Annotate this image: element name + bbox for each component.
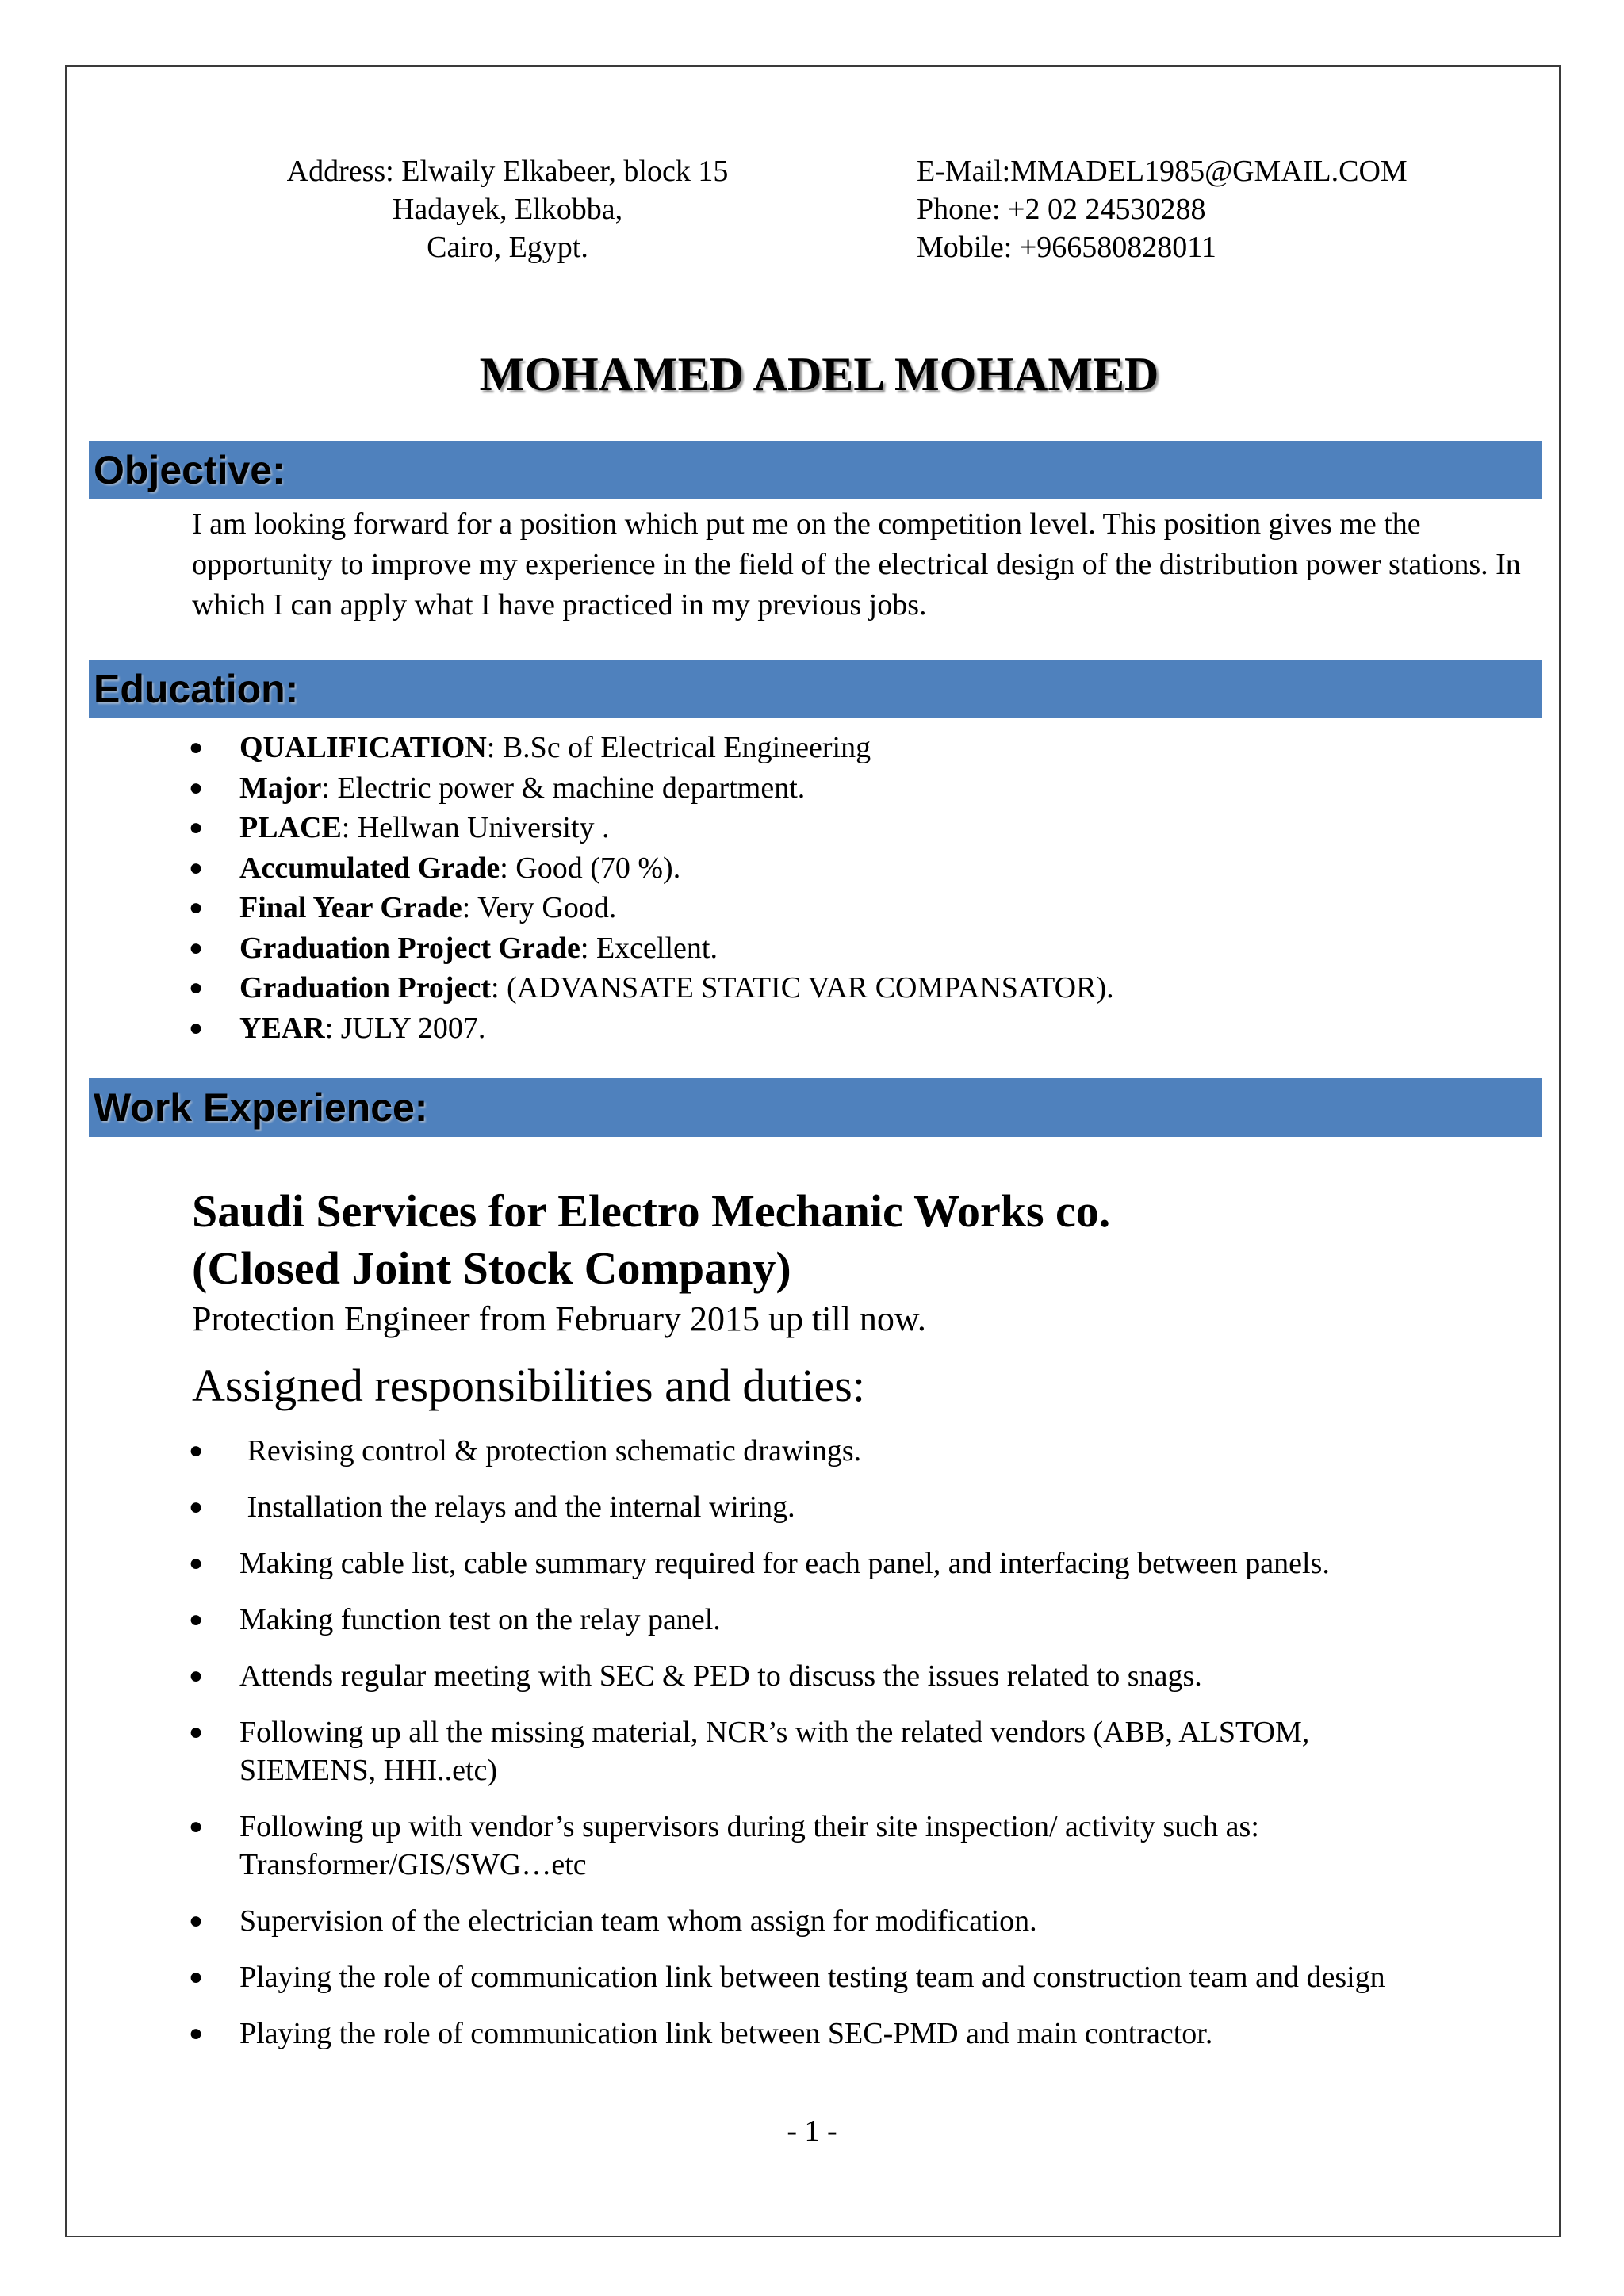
duty-item bbox=[189, 1713, 1537, 1789]
duty-item bbox=[189, 1488, 1537, 1526]
bullet-icon: ● bbox=[189, 1014, 204, 1041]
education-value: : (ADVANSATE STATIC VAR COMPANSATOR). bbox=[490, 971, 1114, 1004]
bullet-icon: ● bbox=[189, 1813, 204, 1839]
objective-heading: Objective: bbox=[94, 448, 285, 492]
bullet-icon: ● bbox=[189, 934, 204, 961]
bullet-icon: ● bbox=[189, 1494, 204, 1520]
education-item bbox=[189, 728, 1537, 768]
duty-line: Installation the relays and the internal wiring. bbox=[239, 1490, 795, 1524]
bullet-icon: ● bbox=[189, 1908, 204, 1934]
company-type-line: (Closed Joint Stock Company) bbox=[192, 1242, 791, 1294]
duty-item bbox=[189, 2015, 1537, 2053]
address-line: Address: Elwaily Elkabeer, block 15 bbox=[286, 155, 729, 188]
duty-line: Transformer/GIS/SWG…etc bbox=[239, 1848, 587, 1881]
address-block bbox=[182, 152, 833, 266]
company-name-line: Saudi Services for Electro Mechanic Works co. bbox=[192, 1185, 1111, 1237]
duty-item bbox=[189, 1544, 1537, 1582]
education-label: Graduation Project Grade bbox=[239, 931, 580, 965]
bullet-icon: ● bbox=[189, 1550, 204, 1576]
education-label: Final Year Grade bbox=[239, 891, 462, 924]
duty-line: Following up all the missing material, NCR’s with the related vendors (ABB, ALSTOM, bbox=[239, 1716, 1310, 1749]
duty-line: Playing the role of communication link between SEC-PMD and main contractor. bbox=[239, 2017, 1213, 2050]
duty-text bbox=[239, 1958, 1537, 1996]
bullet-icon: ● bbox=[189, 734, 204, 760]
company-name bbox=[192, 1183, 1540, 1297]
education-value: : Electric power & machine department. bbox=[321, 771, 806, 805]
education-item bbox=[189, 848, 1537, 889]
duty-text bbox=[239, 1657, 1537, 1695]
duty-line: Making function test on the relay panel. bbox=[239, 1603, 721, 1636]
education-value: : B.Sc of Electrical Engineering bbox=[486, 731, 871, 764]
bullet-icon: ● bbox=[189, 1964, 204, 1990]
work-section-header bbox=[89, 1078, 1542, 1137]
job-role: Protection Engineer from February 2015 up till now. bbox=[192, 1299, 926, 1338]
duty-line: Following up with vendor’s supervisors during their site inspection/ activity such as: bbox=[239, 1810, 1259, 1843]
education-label: Accumulated Grade bbox=[239, 851, 500, 885]
bullet-icon: ● bbox=[189, 974, 204, 1001]
phone-text: Phone: +2 02 24530288 bbox=[917, 193, 1206, 226]
duty-line: Supervision of the electrician team whom assign for modification. bbox=[239, 1904, 1037, 1938]
work-heading: Work Experience: bbox=[94, 1085, 428, 1130]
education-item bbox=[189, 968, 1537, 1008]
education-item bbox=[189, 888, 1537, 928]
education-value: : JULY 2007. bbox=[324, 1011, 486, 1045]
education-value: : Excellent. bbox=[580, 931, 718, 965]
duty-item bbox=[189, 1808, 1537, 1884]
duty-text bbox=[239, 1601, 1537, 1639]
duty-line: Making cable list, cable summary required for each panel, and interfacing between panels. bbox=[239, 1547, 1330, 1580]
education-label: QUALIFICATION bbox=[239, 731, 487, 764]
duty-text bbox=[239, 1902, 1537, 1940]
education-value: : Good (70 %). bbox=[500, 851, 681, 885]
bullet-icon: ● bbox=[189, 1719, 204, 1745]
education-label: YEAR bbox=[239, 1011, 325, 1045]
bullet-icon: ● bbox=[189, 1606, 204, 1632]
mobile-text: Mobile: +966580828011 bbox=[917, 231, 1216, 264]
bullet-icon: ● bbox=[189, 1663, 204, 1689]
bullet-icon: ● bbox=[189, 1437, 204, 1464]
education-value: : Very Good. bbox=[462, 891, 617, 924]
address-line: Cairo, Egypt. bbox=[427, 231, 588, 264]
bullet-icon: ● bbox=[189, 774, 204, 801]
duty-line: Revising control & protection schematic drawings. bbox=[239, 1434, 862, 1468]
duty-text bbox=[239, 1808, 1537, 1884]
education-value: : Hellwan University . bbox=[341, 811, 610, 844]
page-number: - 1 - bbox=[787, 2114, 837, 2148]
education-list bbox=[189, 728, 1537, 1048]
education-item bbox=[189, 928, 1537, 969]
duties-heading: Assigned responsibilities and duties: bbox=[192, 1360, 865, 1411]
bullet-icon: ● bbox=[189, 854, 204, 881]
duty-text bbox=[239, 2015, 1537, 2053]
education-item bbox=[189, 1008, 1537, 1049]
duty-line: Attends regular meeting with SEC & PED to discuss the issues related to snags. bbox=[239, 1659, 1202, 1693]
email-text: E-Mail:MMADEL1985@GMAIL.COM bbox=[917, 155, 1408, 188]
duty-text bbox=[239, 1544, 1537, 1582]
objective-text: I am looking forward for a position which put me on the competition level. This position gives me the opportunity to improve my experience in the field of the electrical design of the distribution power stations. In which I can apply what I have practiced in my previous jobs. bbox=[192, 507, 1521, 622]
bullet-icon: ● bbox=[189, 894, 204, 920]
duty-item bbox=[189, 1657, 1537, 1695]
bullet-icon: ● bbox=[189, 2020, 204, 2046]
education-label: Major bbox=[239, 771, 322, 805]
education-item bbox=[189, 768, 1537, 809]
address-line: Hadayek, Elkobba, bbox=[392, 193, 623, 226]
duty-item bbox=[189, 1958, 1537, 1996]
candidate-name: MOHAMED ADEL MOHAMED bbox=[479, 348, 1159, 400]
duty-item bbox=[189, 1601, 1537, 1639]
contact-block bbox=[917, 152, 1551, 266]
bullet-icon: ● bbox=[189, 814, 204, 840]
duty-text bbox=[239, 1432, 1537, 1470]
duty-item bbox=[189, 1432, 1537, 1470]
education-heading: Education: bbox=[94, 667, 299, 711]
education-label: Graduation Project bbox=[239, 971, 491, 1004]
duty-text bbox=[239, 1713, 1537, 1789]
objective-section-header bbox=[89, 441, 1542, 499]
education-item bbox=[189, 808, 1537, 848]
duty-item bbox=[189, 1902, 1537, 1940]
duty-text bbox=[239, 1488, 1537, 1526]
education-label: PLACE bbox=[239, 811, 342, 844]
duty-line: Playing the role of communication link between testing team and construction team and design bbox=[239, 1961, 1385, 1994]
duty-line: SIEMENS, HHI..etc) bbox=[239, 1754, 498, 1787]
education-section-header bbox=[89, 660, 1542, 718]
